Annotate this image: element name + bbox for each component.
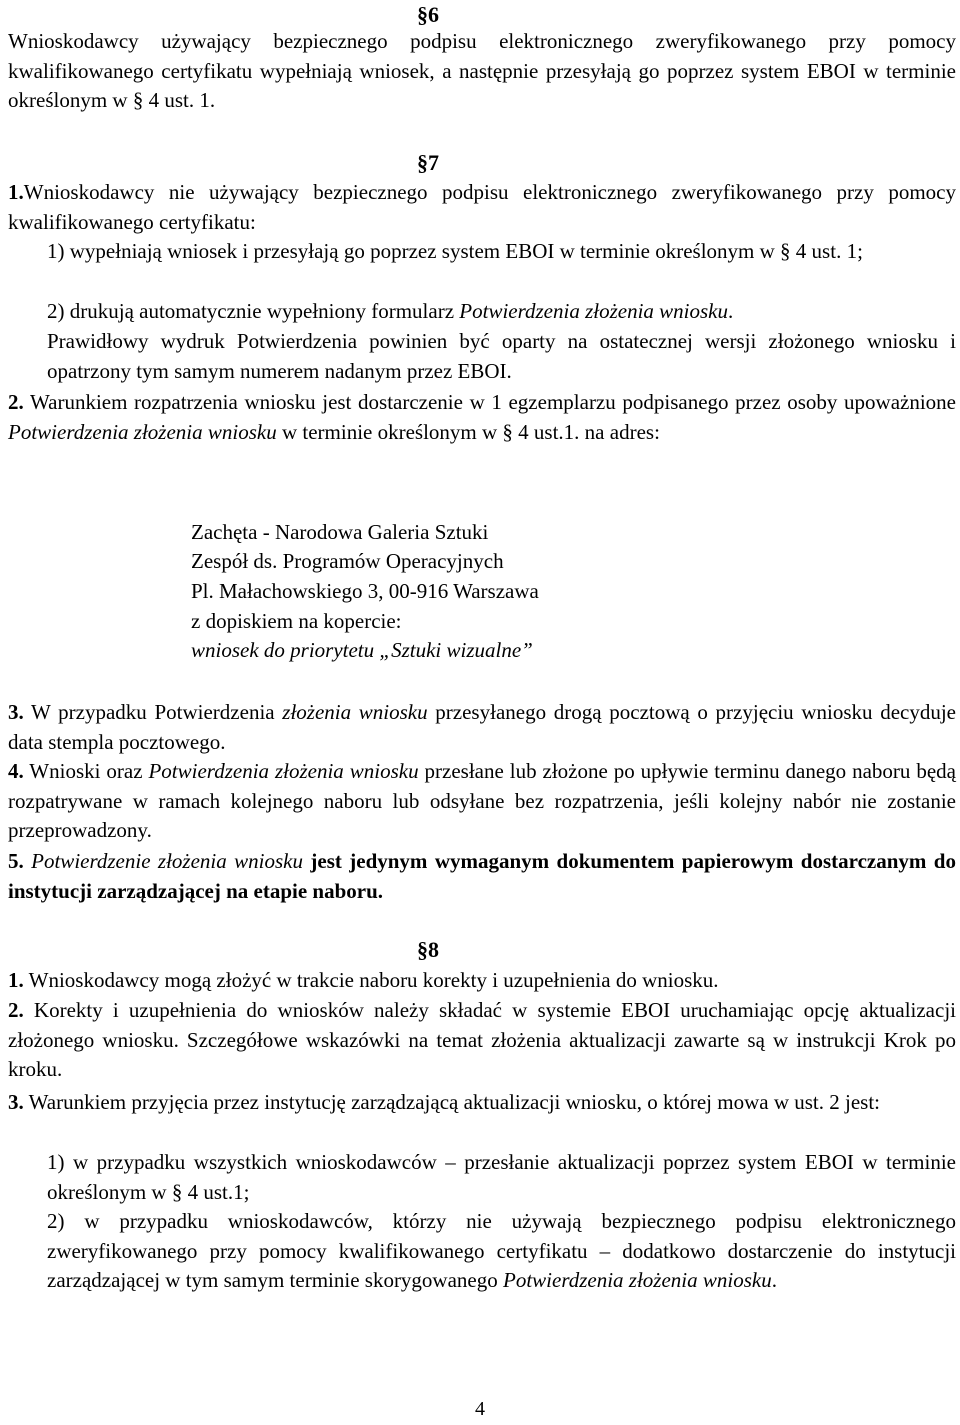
address-line-2: Zespół ds. Programów Operacyjnych bbox=[191, 549, 504, 573]
address-line-4: z dopiskiem na kopercie: bbox=[191, 609, 402, 633]
s8-item-2 bbox=[8, 1207, 956, 1296]
s7-item-1: 1) wypełniają wniosek i przesyłają go poprzez system EBOI w terminie określonym w § 4 ust. 1; bbox=[47, 239, 863, 263]
s8-item-2-c: . bbox=[771, 1268, 777, 1292]
s7-p4-number: 4. bbox=[8, 759, 24, 783]
s8-p1-text: Wnioskodawcy mogą złożyć w trakcie naboru korekty i uzupełnienia do wniosku. bbox=[23, 968, 719, 992]
s7-p2-a: Warunkiem rozpatrzenia wniosku jest dostarczenie w 1 egzemplarzu podpisanego przez osoby upoważnione bbox=[23, 390, 956, 414]
s7-paragraph-3 bbox=[8, 698, 956, 757]
s7-item-2-a: 2) drukują automatycznie wypełniony formularz bbox=[47, 299, 460, 323]
s7-p5-b: Potwierdzenie złożenia wniosku bbox=[23, 849, 303, 873]
s7-paragraph-5 bbox=[8, 847, 956, 906]
s7-p3-b: złożenia wniosku bbox=[282, 700, 428, 724]
s7-p4-a: Wnioski oraz bbox=[23, 759, 149, 783]
s8-p1-number: 1. bbox=[8, 968, 24, 992]
s7-item-2-b: Potwierdzenia złożenia wniosku bbox=[459, 299, 728, 323]
s7-p5-c: jest jedynym wymaganym dokumentem papierowym dostarczanym do instytucji zarządzającej na etapie naboru. bbox=[8, 849, 956, 903]
address-note: wniosek do priorytetu „Sztuki wizualne” bbox=[191, 638, 533, 662]
s8-item-2-a: 2) w przypadku wnioskodawców, którzy nie używają bezpiecznego podpisu elektronicznego zweryfikowanego przy pomocy kwalifikowanego certyfikatu – dodatkowo dostarczenie do instytucji zarządzającej w tym samym terminie skorygowanego bbox=[47, 1209, 956, 1292]
s7-p4-c: przesłane lub złożone po upływie terminu danego naboru będą rozpatrywane w ramach kolejnego naboru lub odsyłane bez rozpatrzenia, jeśli kolejny nabór nie zostanie przeprowadzony. bbox=[8, 759, 956, 842]
address-line-1: Zachęta - Narodowa Galeria Sztuki bbox=[191, 520, 489, 544]
page-number: 4 bbox=[475, 1398, 485, 1420]
section-8-heading: §8 bbox=[417, 937, 439, 962]
section-6-heading: §6 bbox=[417, 2, 439, 27]
s7-p2-number: 2. bbox=[8, 390, 24, 414]
s7-item-2-c: . bbox=[728, 299, 734, 323]
s7-p2-b: Potwierdzenia złożenia wniosku bbox=[8, 419, 277, 444]
s8-item-1: 1) w przypadku wszystkich wnioskodawców – przesłanie aktualizacji poprzez system EBOI w terminie określonym w § 4 ust.1; bbox=[47, 1150, 956, 1204]
address-line-5 bbox=[191, 636, 533, 666]
s8-paragraph-1 bbox=[8, 966, 956, 996]
s8-item-2-b: Potwierdzenia złożenia wniosku bbox=[503, 1268, 772, 1292]
s8-p2-text: Korekty i uzupełnienia do wniosków należy składać w systemie EBOI uruchamiając opcję aktualizacji złożonego wniosku. Szczegółowe wskazówki na temat złożenia aktualizacji zawarte są w instrukcji Krok po kroku. bbox=[8, 998, 956, 1081]
s7-p3-a: W przypadku Potwierdzenia bbox=[23, 700, 283, 724]
s7-p1-number: 1. bbox=[8, 180, 24, 204]
s8-p2-number: 2. bbox=[8, 998, 24, 1022]
s7-paragraph-4 bbox=[8, 757, 956, 846]
s7-p5-number: 5. bbox=[8, 849, 24, 873]
s8-paragraph-3 bbox=[8, 1088, 956, 1118]
section-6-text: Wnioskodawcy używający bezpiecznego podpisu elektronicznego zweryfikowanego przy pomocy kwalifikowanego certyfikatu wypełniają wniosek, a następnie przesyłają go poprzez system EBOI w terminie określonym w § 4 ust. 1. bbox=[8, 29, 956, 112]
s7-p1-text: Wnioskodawcy nie używający bezpiecznego podpisu elektronicznego zweryfikowanego przy pomocy kwalifikowanego certyfikatu: bbox=[8, 180, 956, 234]
s8-p3-number: 3. bbox=[8, 1090, 24, 1114]
s7-item-3: Prawidłowy wydruk Potwierdzenia powinien być oparty na ostatecznej wersji złożonego wniosku i opatrzony tym samym numerem nadanym przez EBOI. bbox=[47, 329, 956, 383]
s7-paragraph-1 bbox=[8, 178, 956, 237]
s7-p3-c: przesyłanego drogą pocztową o przyjęciu wniosku decyduje data stempla pocztowego. bbox=[8, 700, 956, 754]
s8-paragraph-2 bbox=[8, 996, 956, 1085]
section-7-heading: §7 bbox=[417, 150, 439, 175]
s7-item-2 bbox=[8, 297, 956, 327]
address-line-3: Pl. Małachowskiego 3, 00-916 Warszawa bbox=[191, 579, 539, 603]
s7-p4-b: Potwierdzenia złożenia wniosku bbox=[148, 759, 419, 783]
s8-p3-text: Warunkiem przyjęcia przez instytucję zarządzającą aktualizacji wniosku, o której mowa w ust. 2 jest: bbox=[23, 1090, 881, 1114]
s7-p2-c: w terminie określonym w § 4 ust.1. na adres: bbox=[276, 419, 660, 444]
s7-paragraph-2 bbox=[8, 388, 956, 447]
s7-p3-number: 3. bbox=[8, 700, 24, 724]
